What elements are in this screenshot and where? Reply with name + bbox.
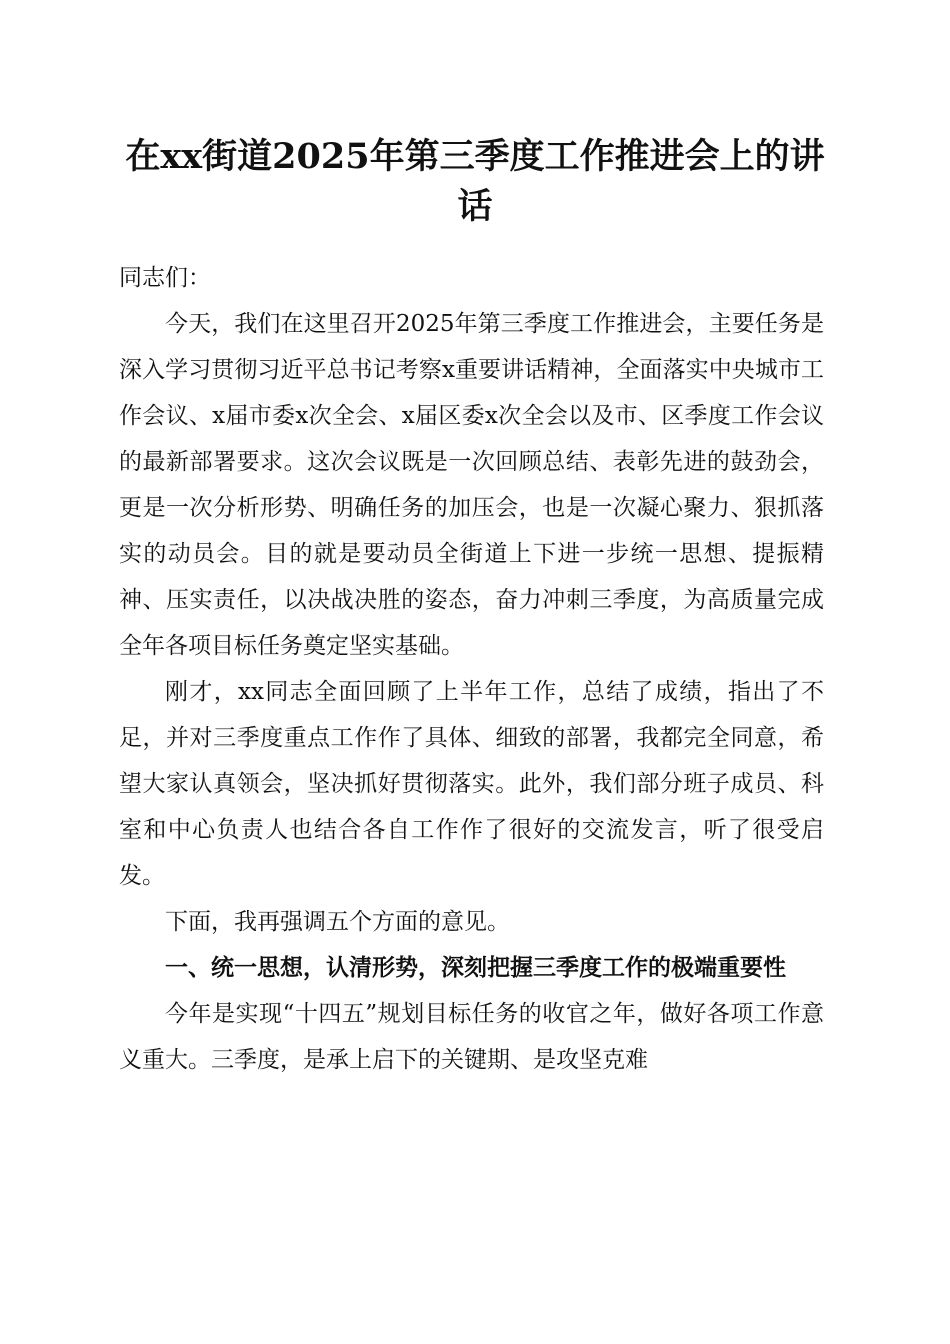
salutation: 同志们： [119, 265, 211, 291]
section-heading-1: 一、统一思想，认清形势，深刻把握三季度工作的极端重要性 [165, 955, 786, 981]
paragraph-opening: 今天，我们在这里召开2025年第三季度工作推进会，主要任务是深入学习贯彻习近平总书记考察x重要讲话精神，全面落实中央城市工作会议、x届市委x次全会、x届区委x次全会以及市、区季度工作会议的最新部署要求。这次会议既是一次回顾总结、表彰先进的鼓劲会，更是一次分析形势、明确任务的加压会，也是一次凝心聚力、狠抓落实的动员会。目的就是要动员全街道上下进一步统一思想、提振精神、压实责任，以决战决胜的姿态，奋力冲刺三季度，为高质量完成全年各项目标任务奠定坚实基础。 [119, 311, 824, 659]
paragraph-review: 刚才，xx同志全面回顾了上半年工作，总结了成绩，指出了不足，并对三季度重点工作作了具体、细致的部署，我都完全同意，希望大家认真领会，坚决抓好贯彻落实。此外，我们部分班子成员、科室和中心负责人也结合各自工作作了很好的交流发言，听了很受启发。 [119, 679, 824, 889]
document-body [119, 255, 824, 1083]
paragraph-section-1: 今年是实现“十四五”规划目标任务的收官之年，做好各项工作意义重大。三季度，是承上启下的关键期、是攻坚克难 [119, 1001, 824, 1073]
paragraph-transition: 下面，我再强调五个方面的意见。 [165, 909, 510, 935]
document-title: 在xx街道2025年第三季度工作推进会上的讲话 [125, 136, 825, 227]
